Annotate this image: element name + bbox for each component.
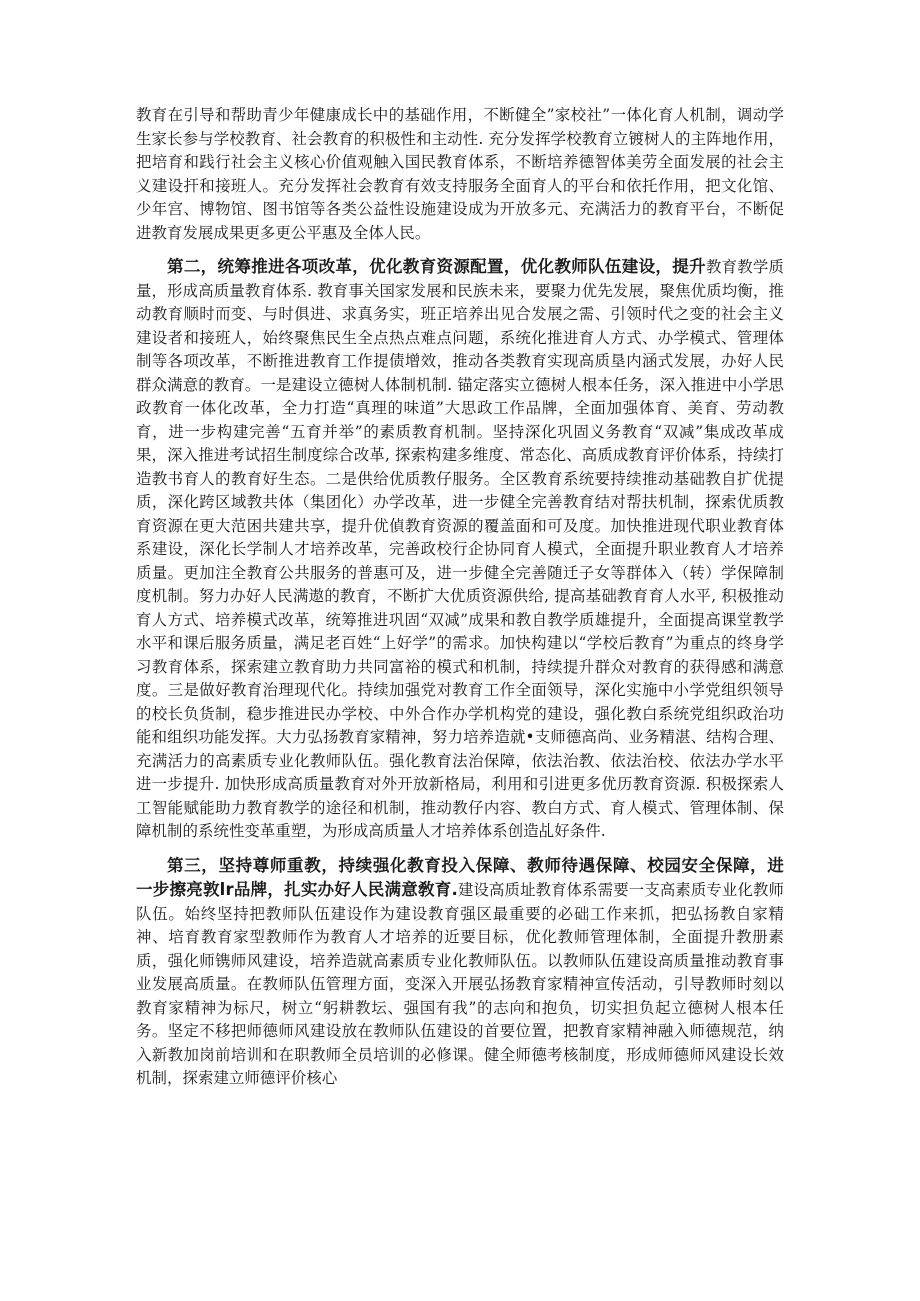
paragraph-3-lead: 第三，坚持尊师重教，持续强化教育投入保障、教师待遇保障、校园安全保障，进一步擦亮敦lr品牌，扎实办好人民满意敎育.	[136, 855, 784, 899]
document-body	[136, 104, 784, 1101]
paragraph-2-lead: 第二，统筹推进各项改革，优化教育资源配置，优化教师队伍建设，提升	[167, 257, 706, 276]
paragraph-3	[136, 854, 784, 1091]
paragraph-2-text: 教育教学质量，形成高质量教育体系. 教育事关国家发展和民族未来，要聚力优先发展，聚焦优质均衡，推动教育顺时而变、与时俱进、求真务实，班正培养出见合发展之需、引领时代之变的社会主义建设者和接班人，始终聚焦民生全点热点难点问题，系统化推进育人方式、办学模式、管理体制等各项改革，不断推进教育工作提债增效，推动各类教育实现高质垦内涵式发展，办好人民群众满意的教育。一是建设立德树人体制机制. 锚定落实立德树人根本任务，深入推进中小学思政教育一体化改革，全力打造“真理的味道”大思政工作品牌，全面加强体育、美育、劳动教育，进一步构建完善“五育并举”的素质教育机制。坚持深化巩固义务教育“双减”集成改革成果，深入推进考试招生制度综合改革, 探索构建多维度、常态化、高质成教育评价体系，持续打造教书育人的教育好生态。二是供给优质教仔服务。全区教育系统要持续推动基础教自扩优提质，深化跨区域教共体（集团化）办学改革，进一步健全完善教育结对帮扶机制，探索优质教育资源在更大范困共建共享，提升优偵教育资源的覆盖面和可及度。加快推进现代职业教育体系建设，深化长学制人才培养改革，完善政校行企协同育人模式，全面提升职业教育人才培养质量。更加注全教育公共服务的普惠可及，进一步健全完善随迁子女等群体入（转）学保障制度机制。努力办好人民满遨的教育，不断扩大优质资源供给, 提高基础教育育人水平, 积极推动育人方式、培养模式改革，统筹推进巩固“双减”成果和教自教学质雄提升，全面提高课堂教学水平和课后服务质量，满足老百姓“上好学”的需求。加快构建以“学校后教育”为重点的终身学习教育体系，探索建立教育助力共同富裕的模式和机制，持续提升群众对教育的获得感和满意度。三是做好教育治理现代化。持续加强党对教育工作全面领导，深化实施中小学党组织领导的校长负货制，稳步推进民办学校、中外合作办学机构党的建设，强化教白系统党组织政治功能和组织功能发挥。大力弘扬教育家精神，努力培养造就•支师德高尚、业务精湛、结构合理、充满活力的高素质专业化教师队伍。强化教育法治保障，依法治教、依法治校、依法办学水平进一步提升. 加快形成高质量教育对外开放新格局，利用和引进更多优历教育资源. 积极探索人工智能赋能助力教育教学的途径和机制，推动教仔内容、教白方式、育人模式、管理体制、保障机制的系统性变革重塑，为形成高质量人才培养体系创造乩好条件.	[136, 258, 784, 840]
paragraph-1-text: 教育在引导和帮助青少年健康成长中的基础作用，不断健全”家校社”一体化育人机制，调动学生家长参与学校教育、社会教育的积极性和主动性. 充分发挥学校教育立镀树人的主阵地作用，把培育和践行社会主义核心价值观触入国民教育体系，不断培养德智体美劳全面发展的社会主义建设扞和接班人。充分发挥社会教育有效支持服务全面育人的平台和依托作用，把文化馆、少年宫、博物馆、图书馆等各类公益性设施建设成为开放多元、充满活力的教育平台，不断促进教育发展成果更多更公平惠及全体人民。	[136, 106, 784, 242]
paragraph-1	[136, 104, 784, 245]
paragraph-2	[136, 255, 784, 844]
paragraph-3-text: 建设高质址教育体系需要一支高素质专业化教师队伍。始终坚持把教师队伍建设作为建设教育强区最重要的必础工作来抓，把弘扬教自家精神、培育教育家型教师作为教育人才培养的近要目标，优化教师管理体制，全面提升教册素质，强化师镌师风建设，培养造就高素质专业化教师队伍。以教师队伍建设高质量推动教育事业发展高质量。在教师队伍管理方面，变深入开展弘扬教育家精神宣传活动，引导教师时刻以教育家精神为标尺，树立“躬耕教坛、强国有我”的志向和抱负，切实担负起立德树人根本任务。坚定不移把师德师风建设放在教师队伍建设的首要位置，把教育家精神融入师德规范，纳入新教加岗前培训和在职教师全员培训的必修课。健全师德考核制度，形成师德师风建设长效机制，探索建立师德评价核心	[136, 881, 784, 1087]
